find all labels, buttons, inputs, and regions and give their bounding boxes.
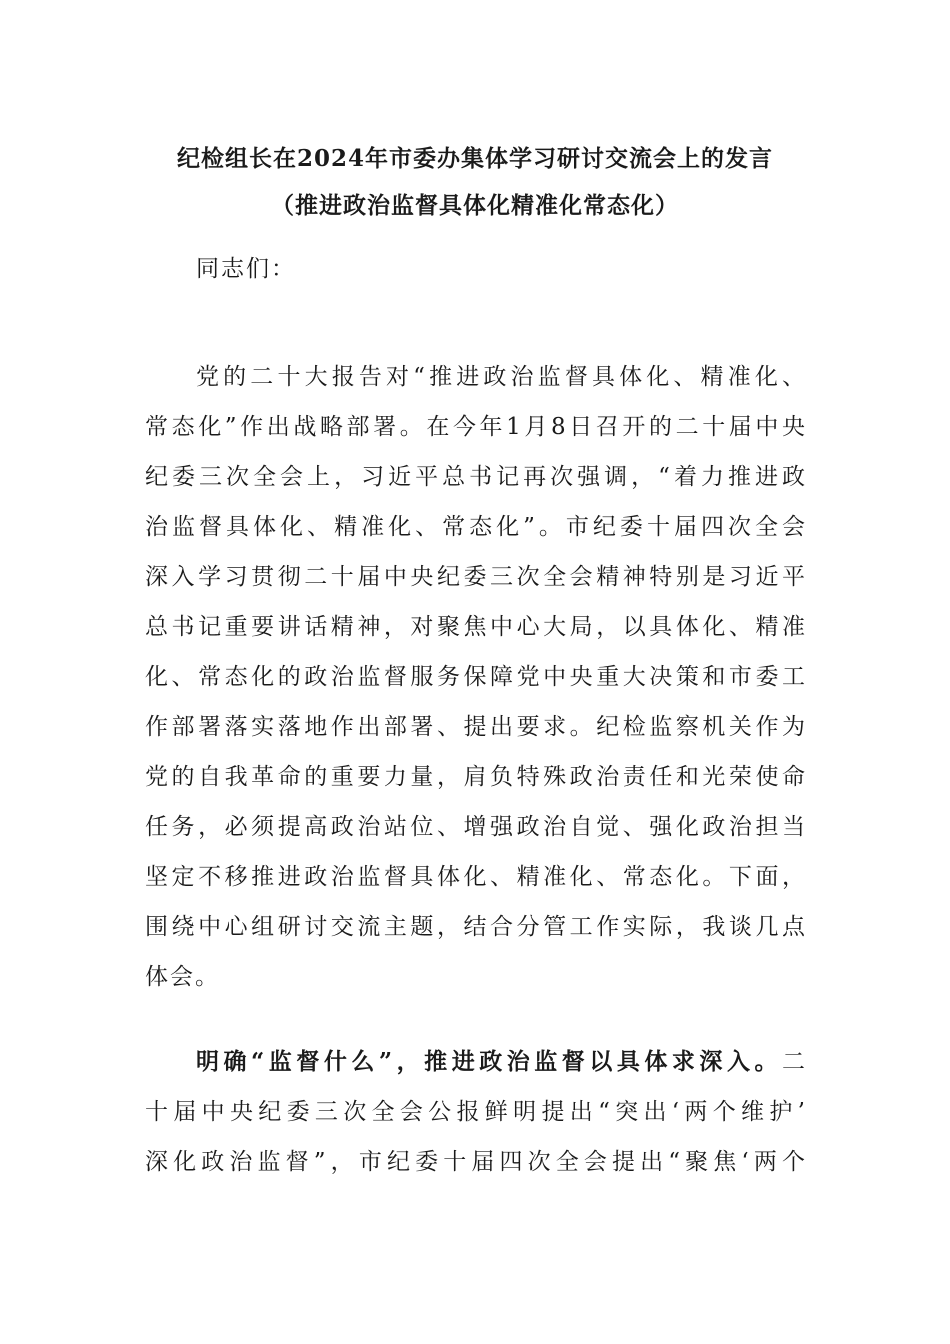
paragraph-line: 纪委三次全会上，习近平总书记再次强调，“着力推进政 [145, 464, 807, 490]
paragraph-line: 党的自我革命的重要力量，肩负特殊政治责任和光荣使命 [145, 764, 807, 790]
paragraph-line: 深化政治监督”，市纪委十届四次全会提出“聚焦‘两个 [145, 1149, 807, 1175]
document-subtitle: （推进政治监督具体化精准化常态化） [271, 192, 679, 219]
paragraph-line: 化、常态化的政治监督服务保障党中央重大决策和市委工 [145, 664, 807, 690]
salutation: 同志们： [196, 256, 296, 282]
paragraph-line: 围绕中心组研讨交流主题，结合分管工作实际，我谈几点 [145, 914, 807, 940]
document-title: 纪检组长在2024年市委办集体学习研讨交流会上的发言 [176, 145, 773, 172]
paragraph-line: 体会。 [145, 964, 220, 990]
paragraph-line: 深入学习贯彻二十届中央纪委三次全会精神特别是习近平 [145, 564, 807, 590]
paragraph-line: 总书记重要讲话精神，对聚焦中心大局，以具体化、精准 [145, 614, 807, 640]
paragraph-line: 作部署落实落地作出部署、提出要求。纪检监察机关作为 [145, 714, 807, 740]
paragraph-line: 任务，必须提高政治站位、增强政治自觉、强化政治担当 [145, 814, 807, 840]
paragraph-line: 党的二十大报告对“推进政治监督具体化、精准化、 [196, 364, 807, 390]
section-heading: 明确“监督什么”，推进政治监督以具体求深入。 [196, 1048, 782, 1075]
paragraph-text: 二 [782, 1049, 807, 1075]
paragraph-line: 常态化”作出战略部署。在今年1月8日召开的二十届中央 [145, 414, 807, 440]
section-heading-line [196, 1043, 807, 1076]
paragraph-line: 十届中央纪委三次全会公报鲜明提出“突出‘两个维护’ [145, 1099, 807, 1125]
paragraph-line: 坚定不移推进政治监督具体化、精准化、常态化。下面， [145, 864, 807, 890]
paragraph-line: 治监督具体化、精准化、常态化”。市纪委十届四次全会 [145, 514, 807, 540]
